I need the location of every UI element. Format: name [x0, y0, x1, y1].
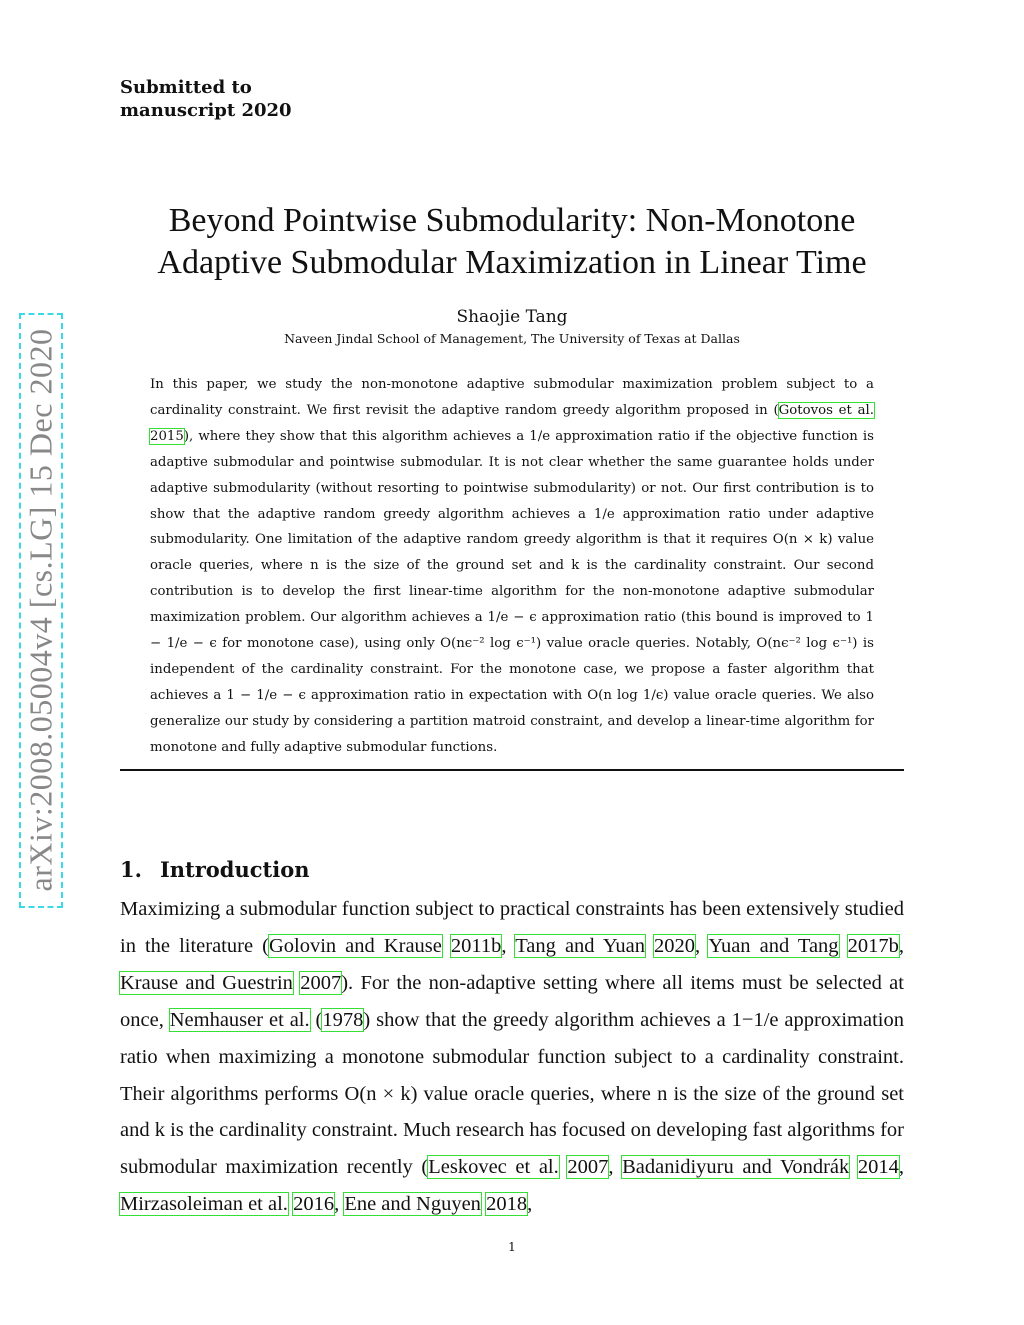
- body-text: ,: [898, 1156, 905, 1179]
- body-text: ,: [334, 1193, 345, 1216]
- citation-link[interactable]: Yuan and Tang: [708, 934, 839, 957]
- section-title: Introduction: [159, 857, 310, 882]
- abstract-divider: [120, 769, 904, 771]
- manuscript-header: [120, 76, 292, 122]
- citation-link[interactable]: Tang and Yuan: [515, 934, 645, 957]
- citation-link[interactable]: Mirzasoleiman et al.: [120, 1193, 288, 1216]
- body-text: ) show that the greedy algorithm achieves a 1−1/e approximation ratio when maximizing a monotone submodular function subject to a cardinality constraint. Their algorithms performs O(n × k) value oracle queries, where n is the size of the ground set and k is the cardinality constraint. Much research has focused on developing fast algorithms for submodular maximization recently (: [120, 1008, 904, 1179]
- header-line-1: Submitted to: [120, 77, 252, 98]
- body-text: ,: [695, 934, 709, 957]
- citation-year-link[interactable]: 2018: [486, 1193, 528, 1216]
- page-number: 1: [508, 1240, 516, 1254]
- arxiv-stamp-text: arXiv:2008.05004v4 [cs.LG] 15 Dec 2020: [22, 328, 59, 892]
- body-text: ,: [898, 934, 904, 957]
- title-line-1: Beyond Pointwise Submodularity: Non-Monotone: [168, 202, 856, 239]
- citation-year-link[interactable]: 2007: [567, 1156, 609, 1179]
- body-text: ,: [527, 1193, 533, 1216]
- citation-year-link[interactable]: 2020: [654, 934, 696, 957]
- abstract: [150, 372, 874, 761]
- title-line-2: Adaptive Submodular Maximization in Linear Time: [157, 244, 867, 281]
- citation-year-link[interactable]: 2015: [150, 428, 184, 444]
- citation-link[interactable]: Ene and Nguyen: [344, 1193, 481, 1216]
- citation-link[interactable]: Golovin and Krause: [268, 934, 442, 957]
- citation-link[interactable]: Badanidiyuru and Vondrák: [622, 1156, 850, 1179]
- section-number: 1.: [120, 857, 142, 882]
- body-text: Maximizing a submodular function subject to practical constraints has been extensively studied in the literature (: [120, 898, 904, 957]
- citation-link[interactable]: Krause and Guestrin: [120, 971, 293, 994]
- section-heading: [120, 857, 310, 882]
- author-name: Shaojie Tang: [456, 307, 568, 327]
- citation-year-link[interactable]: 2016: [293, 1193, 335, 1216]
- body-text: (: [309, 1008, 323, 1031]
- citation-link[interactable]: Nemhauser et al.: [169, 1008, 310, 1031]
- citation-year-link[interactable]: 1978: [322, 1008, 364, 1031]
- citation-link[interactable]: Gotovos et al.: [778, 402, 874, 418]
- body-text: ). For the non-adaptive setting where all items must be selected at once,: [120, 971, 904, 1031]
- citation-year-link[interactable]: 2017b: [847, 934, 899, 957]
- introduction-paragraph: [120, 891, 904, 1223]
- arxiv-stamp[interactable]: [19, 313, 63, 908]
- body-text: ,: [501, 934, 516, 957]
- author-affiliation: Naveen Jindal School of Management, The University of Texas at Dallas: [284, 331, 740, 346]
- abstract-text: ), where they show that this algorithm achieves a 1/e approximation ratio if the objective function is adaptive submodular and pointwise submodular. It is not clear whether the same guarantee holds under adaptive submodularity (without resorting to pointwise submodularity) or not. Our first contribution is to show that the adaptive random greedy algorithm achieves a 1/e approximation ratio under adaptive submodularity. One limitation of the adaptive random greedy algorithm is that it requires O(n × k) value oracle queries, where n is the size of the ground set and k is the cardinality constraint. Our second contribution is to develop the first linear-time algorithm for the non-monotone adaptive submodular maximization problem. Our algorithm achieves a 1/e − ϵ approximation ratio (this bound is improved to 1 − 1/e − ϵ for monotone case), using only O(nϵ⁻² log ϵ⁻¹) value oracle queries. Notably, O(nϵ⁻² log ϵ⁻¹) is independent of the cardinality constraint. For the monotone case, we propose a faster algorithm that achieves a 1 − 1/e − ϵ approximation ratio in expectation with O(n log 1/ϵ) value oracle queries. We also generalize our study by considering a partition matroid constraint, and develop a linear-time algorithm for monotone and fully adaptive submodular functions.: [150, 428, 874, 755]
- citation-link[interactable]: Leskovec et al.: [428, 1156, 559, 1179]
- paper-title: [100, 200, 924, 284]
- citation-year-link[interactable]: 2011b: [450, 934, 502, 957]
- citation-year-link[interactable]: 2014: [857, 1156, 899, 1179]
- header-line-2: manuscript 2020: [120, 100, 292, 121]
- abstract-text: In this paper, we study the non-monotone adaptive submodular maximization problem subject to a cardinality constraint. We first revisit the adaptive random greedy algorithm proposed in (: [150, 377, 874, 418]
- citation-year-link[interactable]: 2007: [300, 971, 342, 994]
- body-text: ,: [608, 1156, 623, 1179]
